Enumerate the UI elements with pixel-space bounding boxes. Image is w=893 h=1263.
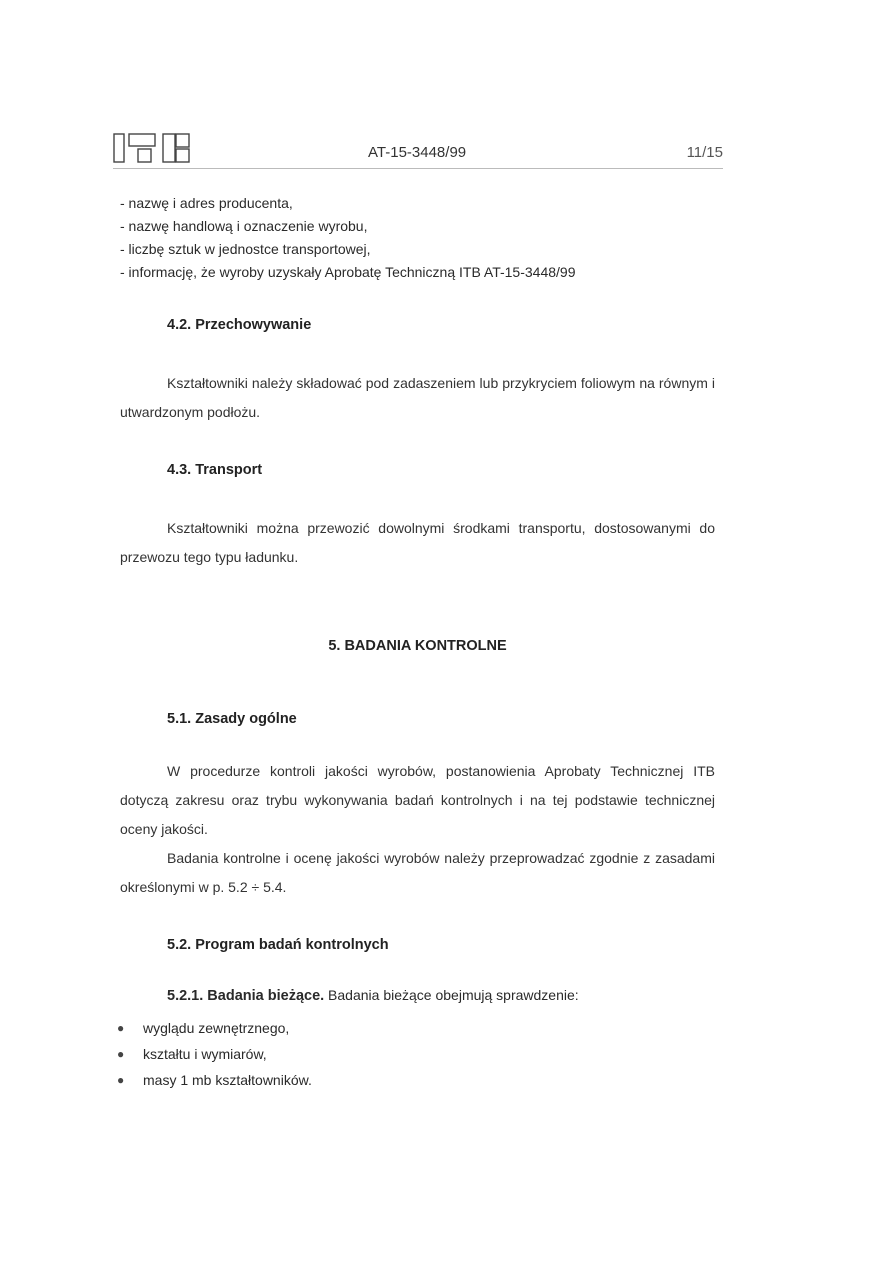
list-item xyxy=(117,1041,715,1067)
document-id: AT-15-3448/99 xyxy=(368,144,467,161)
list-item-text: masy 1 mb kształtowników. xyxy=(143,1072,312,1088)
header-divider xyxy=(113,168,723,169)
page-header xyxy=(113,132,723,168)
itb-logo-icon xyxy=(113,132,191,166)
section-heading-4-3: 4.3. Transport xyxy=(167,462,263,478)
list-item xyxy=(117,1015,715,1041)
page-content xyxy=(117,192,715,1093)
section-paragraph: Kształtowniki można przewozić dowolnymi środkami transportu, dostosowanymi do przewozu tego typu ładunku. xyxy=(120,520,715,565)
list-item: - informację, że wyroby uzyskały Aprobatę Techniczną ITB AT-15-3448/99 xyxy=(120,264,576,280)
list-item: - nazwę handlową i oznaczenie wyrobu, xyxy=(120,218,368,234)
section-paragraph: Kształtowniki należy składować pod zadaszeniem lub przykryciem foliowym na równym i utwardzonym podłożu. xyxy=(120,375,715,420)
section-paragraph: Badania kontrolne i ocenę jakości wyrobów należy przeprowadzać zgodnie z zasadami określonymi w p. 5.2 ÷ 5.4. xyxy=(120,850,715,895)
section-heading-5-1: 5.1. Zasady ogólne xyxy=(167,711,297,727)
marking-list xyxy=(120,192,715,284)
section-heading-5: 5. BADANIA KONTROLNE xyxy=(328,638,507,654)
bullet-icon: ● xyxy=(117,1021,125,1035)
list-item-text: wyglądu zewnętrznego, xyxy=(143,1020,290,1036)
bullet-icon: ● xyxy=(117,1073,125,1087)
page-number: 11/15 xyxy=(686,144,723,161)
subsection-label: 5.2.1. Badania bieżące. xyxy=(167,988,325,1004)
list-item xyxy=(117,1067,715,1093)
subsection-5-2-1 xyxy=(167,984,715,1007)
list-item: - nazwę i adres producenta, xyxy=(120,195,293,211)
bullet-icon: ● xyxy=(117,1047,125,1061)
section-heading-5-2: 5.2. Program badań kontrolnych xyxy=(167,937,389,953)
bullet-list xyxy=(117,1015,715,1093)
section-paragraph: W procedurze kontroli jakości wyrobów, postanowienia Aprobaty Technicznej ITB dotyczą zakresu oraz trybu wykonywania badań kontrolnych i na tej podstawie technicznej oceny jakości. xyxy=(120,763,715,837)
list-item: - liczbę sztuk w jednostce transportowej, xyxy=(120,241,371,257)
subsection-text: Badania bieżące obejmują sprawdzenie: xyxy=(324,987,579,1003)
section-heading-4-2: 4.2. Przechowywanie xyxy=(167,317,312,333)
list-item-text: kształtu i wymiarów, xyxy=(143,1046,267,1062)
